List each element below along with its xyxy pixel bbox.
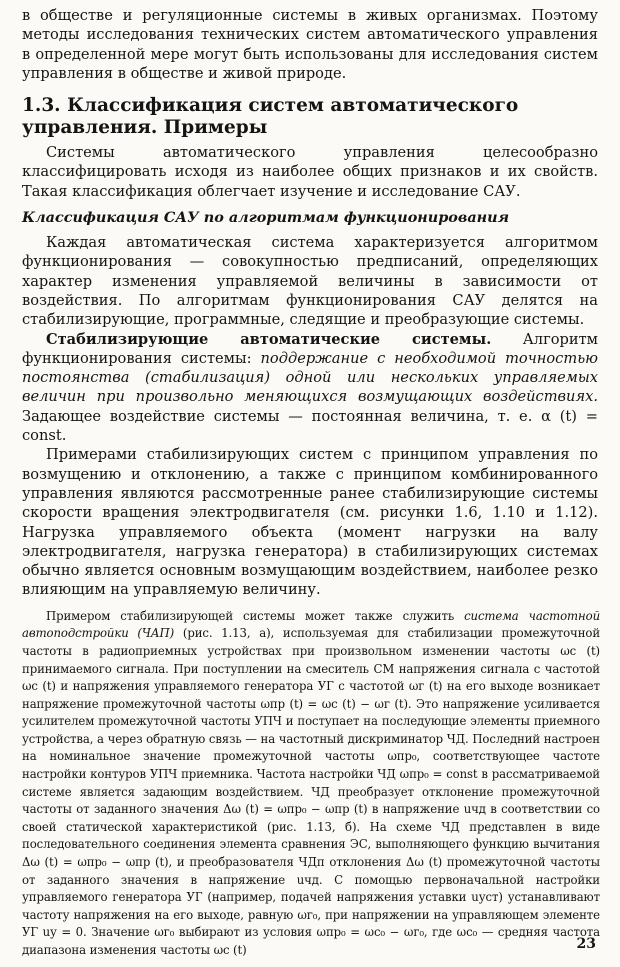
paragraph-algorithm: Каждая автоматическая система характеризуется алгоритмом функционирования — совокупностью предписаний, определяющих характер изменения управляемой величины в зависимости от воздействия. По алгоритмам функционирования САУ делятся на стабилизирующие, программные, следящие и преобразующие системы. bbox=[22, 234, 598, 329]
small-text-emph: система частотной автоподстройки (ЧАП) bbox=[22, 608, 600, 641]
stabilizing-text-2: Задающее воздействие системы — постоянная величина, т. е. α (t) = const. bbox=[22, 407, 598, 445]
stabilizing-lead: Стабилизирующие автоматические системы. bbox=[46, 330, 492, 348]
small-print-paragraph bbox=[22, 608, 600, 960]
small-text-2: (рис. 1.13, а), используемая для стабилизации промежуточной частоты в радиоприемных устройствах при произвольном изменении частоты ωс (t) принимаемого сигнала. При поступлении на смеситель СМ напряжения сигнала с частотой ωс (t) и напряжения управляемого генератора УГ с частотой ωг (t) на его выходе возникает напряжение промежуточной частоты ωпр (t) = ωс (t) − ωг (t). Это напряжение усиливается усилителем промежуточной частоты УПЧ и поступает на последующие элементы приемного устройства, а через обратную связь — на частотный дискриминатор ЧД. Последний настроен на номинальное значение промежуточной частоты ωпр₀, соответствующее частоте настройки контуров УПЧ приемника. Частота настройки ЧД ωпр₀ = const в рассматриваемой системе является задающим воздействием. ЧД преобразует отклонение промежуточной частоты от заданного значения Δω (t) = ωпр₀ − ωпр (t) в напряжение uчд в соответствии со своей статической характеристикой (рис. 1.13, б). На схеме ЧД представлен в виде последовательного соединения элемента сравнения ЭС, выполняющего функцию вычитания Δω (t) = ωпр₀ − ωпр (t), и преобразователя ЧДп отклонения Δω (t) промежуточной частоты от заданного значения в напряжение uчд. С помощью первоначальной настройки управляемого генератора УГ (например, подачей напряжения уставки uуст) устанавливают частоту напряжения на его выходе, равную ωг₀, при напряжении на управляющем элементе УГ uу = 0. Значение ωг₀ выбирают из условия ωпр₀ = ωс₀ − ωг₀, где ωс₀ — средняя частота диапазона изменения частоты ωс (t) bbox=[22, 626, 601, 957]
stabilizing-text-1: Алгоритм функционирования системы: bbox=[22, 330, 598, 367]
paragraph-stabilizing bbox=[22, 330, 598, 446]
stabilizing-emphasis: поддержание с необходимой точностью постоянства (стабилизация) одной или нескольких управляемых величин при произвольно меняющихся возмущающих воздействиях. bbox=[22, 349, 598, 406]
section-title: 1.3. Классификация систем автоматического управления. Примеры bbox=[22, 95, 519, 139]
page-number: 23 bbox=[576, 936, 596, 952]
paragraph-examples: Примерами стабилизирующих систем с принципом управления по возмущению и отклонению, а также с принципом комбинированного управления являются рассмотренные ранее стабилизирующие системы скорости вращения электродвигателя (см. рисунки 1.6, 1.10 и 1.12). Нагрузка управляемого объекта (момент нагрузки на валу электродвигателя, нагрузка генератора) в стабилизирующих системах обычно является основным возмущающим воздействием, наиболее резко влияющим на управляемую величину. bbox=[22, 446, 598, 599]
subsection-title: Классификация САУ по алгоритмам функционирования bbox=[22, 209, 510, 227]
top-paragraph: в обществе и регуляционные системы в живых организмах. Поэтому методы исследования технических систем автоматического управления в определенной мере могут быть использованы для исследования систем управления в обществе и живой природе. bbox=[22, 7, 598, 82]
book-page bbox=[0, 6, 620, 967]
small-text-1: Примером стабилизирующей системы может также служить bbox=[46, 608, 465, 623]
intro-paragraph: Системы автоматического управления целесообразно классифицировать исходя из наиболее общих признаков и их свойств. Такая классификация облегчает изучение и исследование САУ. bbox=[22, 144, 598, 200]
